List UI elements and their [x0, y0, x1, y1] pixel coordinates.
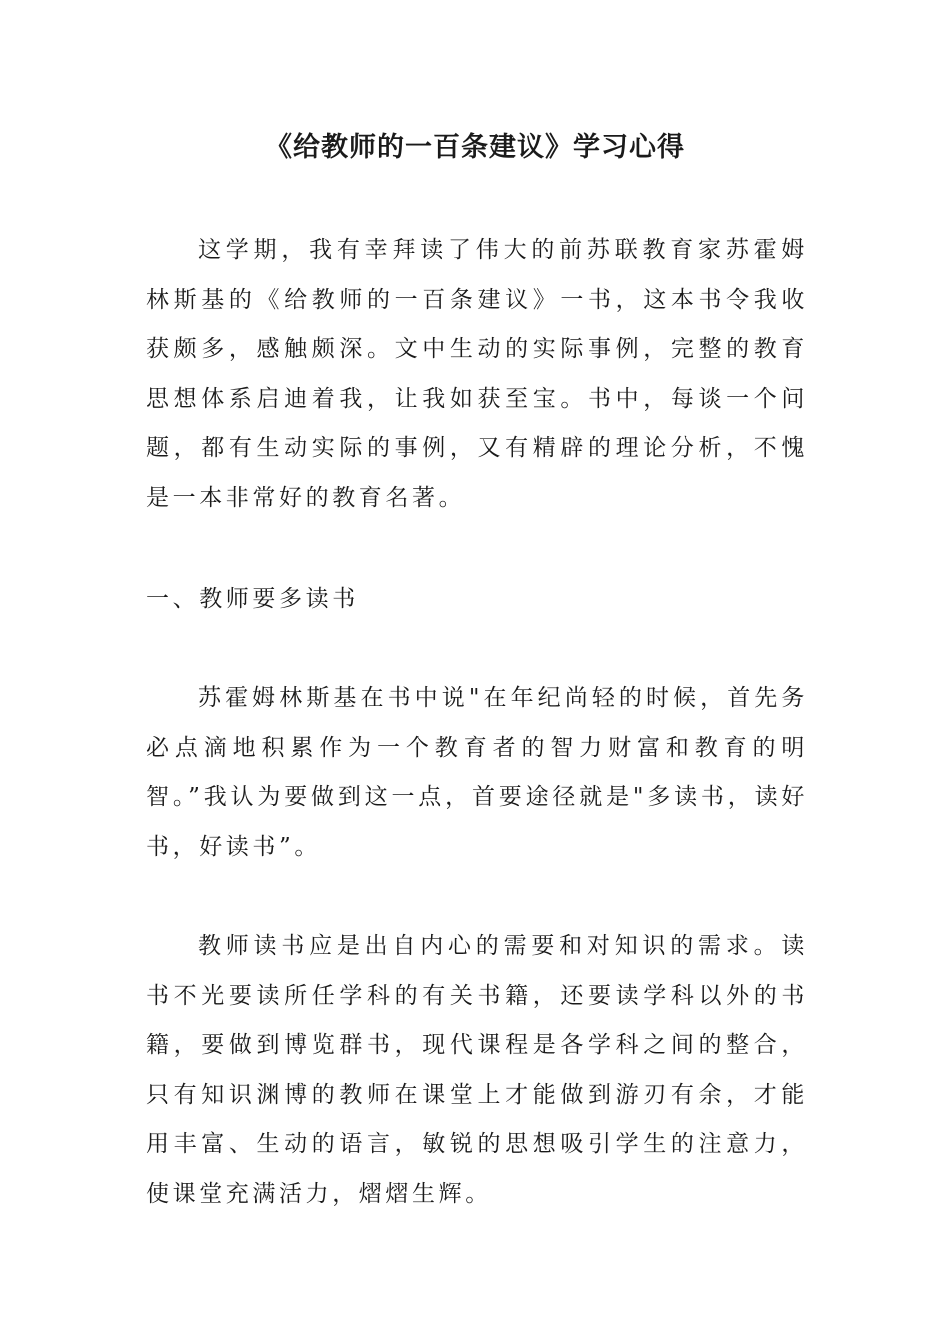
- section-paragraph-2: 教师读书应是出自内心的需要和对知识的需求。读书不光要读所任学科的有关书籍，还要读学科以外的书籍，要做到博览群书，现代课程是各学科之间的整合，只有知识渊博的教师在课堂上才能做到游刃有余，才能用丰富、生动的语言，敏锐的思想吸引学生的注意力，使课堂充满活力，熠熠生辉。: [146, 933, 808, 1207]
- section-heading: 一、教师要多读书: [146, 586, 359, 612]
- section-paragraph-1: 苏霍姆林斯基在书中说"在年纪尚轻的时候，首先务必点滴地积累作为一个教育者的智力财富和教育的明智。”我认为要做到这一点，首要途径就是"多读书，读好书，好读书”。: [146, 685, 808, 860]
- intro-paragraph: 这学期，我有幸拜读了伟大的前苏联教育家苏霍姆林斯基的《给教师的一百条建议》一书，这本书令我收获颇多，感触颇深。文中生动的实际事例，完整的教育思想体系启迪着我，让我如获至宝。书中，每谈一个问题，都有生动实际的事例，又有精辟的理论分析，不愧是一本非常好的教育名著。: [146, 237, 808, 511]
- document-title: 《给教师的一百条建议》学习心得: [265, 132, 685, 163]
